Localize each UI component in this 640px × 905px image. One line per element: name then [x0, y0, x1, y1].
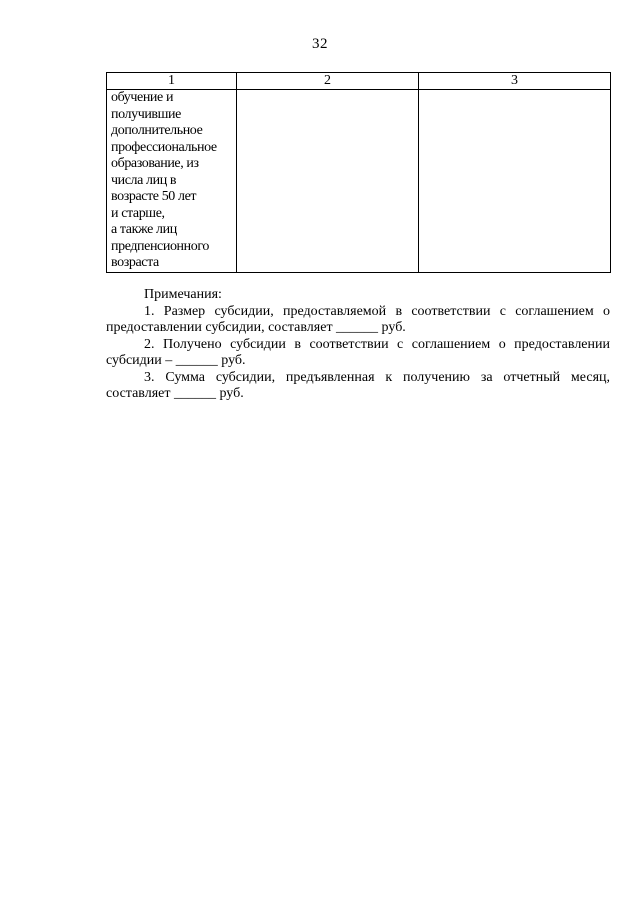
cell-text-line: возрасте 50 лет [111, 189, 197, 204]
cell-text-line: дополнительное [111, 123, 203, 138]
table-row [107, 90, 611, 273]
table-cell-col3 [419, 90, 611, 273]
column-header-3: 3 [419, 73, 611, 90]
table-cell-col2 [237, 90, 419, 273]
cell-text-line: и старше, [111, 205, 165, 221]
data-table [106, 72, 611, 273]
cell-text-line: а также лиц [111, 222, 177, 237]
table-header-row [107, 73, 611, 90]
column-header-1: 1 [107, 73, 237, 90]
cell-text-line: возраста [111, 255, 159, 270]
note-item-3: 3. Сумма субсидии, предъявленная к получению за отчетный месяц, составляет ______ руб. [106, 369, 610, 401]
cell-text-line: образование, из [111, 156, 199, 171]
cell-text-line: предпенсионного [111, 238, 209, 254]
cell-text-line: получившие [111, 106, 181, 122]
note-item-2: 2. Получено субсидии в соответствии с соглашением о предоставлении субсидии – ______ руб. [106, 336, 610, 368]
cell-text-line: числа лиц в [111, 172, 177, 188]
notes-section [106, 287, 610, 403]
notes-heading: Примечания: [144, 287, 222, 302]
table-cell-col1 [107, 90, 237, 273]
cell-text-line: обучение и [111, 90, 174, 105]
cell-text-line: профессиональное [111, 139, 217, 155]
column-header-2: 2 [237, 73, 419, 90]
note-item-1: 1. Размер субсидии, предоставляемой в соответствии с соглашением о предоставлении субсидии, составляет ______ руб. [106, 303, 610, 335]
page-number: 32 [312, 36, 328, 52]
